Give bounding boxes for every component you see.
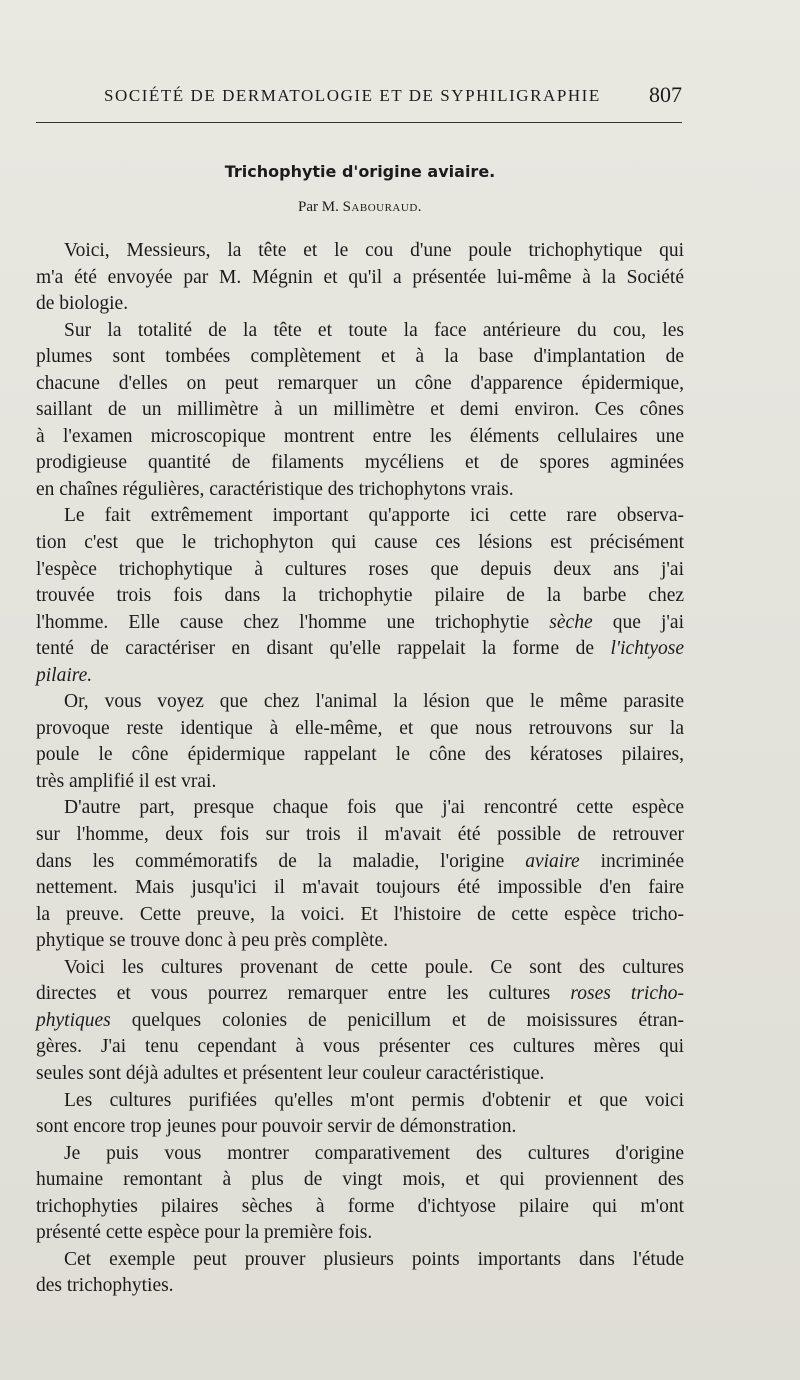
text-segment: quelques colonies de penicillum et de moisissures étran- xyxy=(110,1009,684,1031)
text-line xyxy=(36,583,684,610)
author-name: Sabouraud. xyxy=(342,199,423,215)
italic-text: pilaire. xyxy=(36,664,93,686)
italic-text: sèche xyxy=(549,611,593,633)
paragraph xyxy=(36,1247,684,1300)
text-line xyxy=(36,291,684,318)
text-line xyxy=(36,902,684,929)
text-segment: à l'examen microscopique montrent entre les éléments cellulaires une xyxy=(36,425,684,447)
text-segment: la preuve. Cette preuve, la voici. Et l'histoire de cette espèce tricho- xyxy=(36,903,684,925)
text-line xyxy=(36,875,684,902)
text-line xyxy=(36,610,684,637)
text-line xyxy=(36,530,684,557)
page-number: 807 xyxy=(649,82,682,107)
text-line xyxy=(36,1034,684,1061)
text-segment: l'homme. Elle cause chez l'homme une trichophytie xyxy=(36,611,550,633)
text-segment: trichophyties pilaires sèches à forme d'ichtyose pilaire qui m'ont xyxy=(36,1195,684,1217)
text-segment: poule le cône épidermique rappelant le cône des kératoses pilaires, xyxy=(36,744,684,766)
text-line xyxy=(36,424,684,451)
text-line xyxy=(36,1114,684,1141)
text-segment: sont encore trop jeunes pour pouvoir servir de démonstration. xyxy=(36,1116,517,1138)
text-line xyxy=(36,769,684,796)
text-segment: des trichophyties. xyxy=(36,1275,174,1297)
text-segment: tenté de caractériser en disant qu'elle rappelait la forme de xyxy=(36,638,611,660)
text-segment: chacune d'elles on peut remarquer un cône d'apparence épidermique, xyxy=(36,372,684,394)
text-segment: nettement. Mais jusqu'ici il m'avait toujours été impossible d'en faire xyxy=(36,877,684,899)
text-line xyxy=(36,795,684,822)
text-segment: incriminée xyxy=(579,850,684,872)
text-line xyxy=(36,1061,684,1088)
text-line xyxy=(36,689,684,716)
text-line xyxy=(36,1194,684,1221)
text-segment: humaine remontant à plus de vingt mois, et qui proviennent des xyxy=(36,1169,684,1191)
text-segment: directes et vous pourrez remarquer entre les cultures xyxy=(36,983,571,1005)
running-title: SOCIÉTÉ DE DERMATOLOGIE ET DE SYPHILIGRAPHIE xyxy=(104,86,601,105)
text-segment: provoque reste identique à elle-même, et que nous retrouvons sur la xyxy=(36,717,684,739)
text-line xyxy=(36,663,684,690)
text-line xyxy=(36,1088,684,1115)
paragraph xyxy=(36,795,684,954)
paragraph xyxy=(36,955,684,1088)
text-line xyxy=(36,1273,684,1300)
text-segment: Je puis vous montrer comparativement des cultures d'origine xyxy=(64,1142,684,1164)
text-segment: plumes sont tombées complètement et à la base d'implantation de xyxy=(36,346,684,368)
text-segment: de biologie. xyxy=(36,293,129,315)
text-line xyxy=(36,1008,684,1035)
text-segment: Voici, Messieurs, la tête et le cou d'une poule trichophytique qui xyxy=(64,240,684,261)
italic-text: aviaire xyxy=(525,850,580,872)
text-segment: Voici les cultures provenant de cette poule. Ce sont des cultures xyxy=(64,956,684,978)
text-line xyxy=(36,928,684,955)
text-segment: Or, vous voyez que chez l'animal la lésion que le même parasite xyxy=(64,691,684,713)
italic-text: l'ichtyose xyxy=(610,638,684,660)
text-line xyxy=(36,344,684,371)
text-line xyxy=(36,1167,684,1194)
text-line xyxy=(36,238,684,265)
text-line xyxy=(36,265,684,292)
paragraph xyxy=(36,503,684,689)
text-segment: présenté cette espèce pour la première fois. xyxy=(36,1222,373,1244)
text-line xyxy=(36,1247,684,1274)
text-segment: Sur la totalité de la tête et toute la face antérieure du cou, les xyxy=(64,319,684,341)
text-segment: trouvée trois fois dans la trichophytie pilaire de la barbe chez xyxy=(36,585,684,607)
text-segment: Les cultures purifiées qu'elles m'ont permis d'obtenir et que voici xyxy=(64,1089,684,1111)
italic-text: roses tricho- xyxy=(570,983,684,1005)
text-segment: en chaînes régulières, caractéristique des trichophytons vrais. xyxy=(36,478,514,500)
text-line xyxy=(36,716,684,743)
text-line xyxy=(36,1141,684,1168)
text-segment: prodigieuse quantité de filaments mycéliens et de spores agminées xyxy=(36,452,684,474)
text-line xyxy=(36,955,684,982)
text-segment: très amplifié il est vrai. xyxy=(36,770,217,792)
article-body xyxy=(36,238,684,1300)
paragraph xyxy=(36,1141,684,1247)
text-segment: tion c'est que le trichophyton qui cause ces lésions est précisément xyxy=(36,532,684,554)
text-segment: sur l'homme, deux fois sur trois il m'avait été possible de retrouver xyxy=(36,824,684,846)
header-rule xyxy=(36,122,682,123)
text-line xyxy=(36,450,684,477)
text-segment: Le fait extrêmement important qu'apporte ici cette rare observa- xyxy=(64,505,684,527)
text-line xyxy=(36,981,684,1008)
byline-prefix: Par M. xyxy=(297,199,339,215)
text-segment: Cet exemple peut prouver plusieurs points importants dans l'étude xyxy=(64,1248,684,1270)
text-line xyxy=(36,742,684,769)
text-segment: dans les commémoratifs de la maladie, l'origine xyxy=(36,850,526,872)
paragraph xyxy=(36,318,684,504)
byline xyxy=(0,199,720,216)
text-segment: l'espèce trichophytique à cultures roses que depuis deux ans j'ai xyxy=(36,558,684,580)
text-line xyxy=(36,397,684,424)
italic-text: phytiques xyxy=(36,1009,111,1031)
text-segment: D'autre part, presque chaque fois que j'ai rencontré cette espèce xyxy=(64,797,684,819)
article-title: Trichophytie d'origine aviaire. xyxy=(224,162,496,181)
text-segment: gères. J'ai tenu cependant à vous présenter ces cultures mères qui xyxy=(36,1036,684,1058)
text-segment: seules sont déjà adultes et présentent leur couleur caractéristique. xyxy=(36,1062,545,1084)
text-line xyxy=(36,557,684,584)
text-line xyxy=(36,849,684,876)
paragraph xyxy=(36,689,684,795)
text-segment: phytique se trouve donc à peu près complète. xyxy=(36,930,388,952)
paragraph xyxy=(36,238,684,318)
text-line xyxy=(36,371,684,398)
paragraph xyxy=(36,1088,684,1141)
text-segment: m'a été envoyée par M. Mégnin et qu'il a présentée lui-même à la Société xyxy=(36,266,684,288)
text-segment: que j'ai xyxy=(592,611,684,633)
text-line xyxy=(36,1220,684,1247)
text-line xyxy=(36,318,684,345)
text-line xyxy=(36,636,684,663)
text-line xyxy=(36,822,684,849)
running-head xyxy=(104,82,682,112)
text-line xyxy=(36,477,684,504)
text-segment: saillant de un millimètre à un millimètre et demi environ. Ces cônes xyxy=(36,399,684,421)
text-line xyxy=(36,503,684,530)
